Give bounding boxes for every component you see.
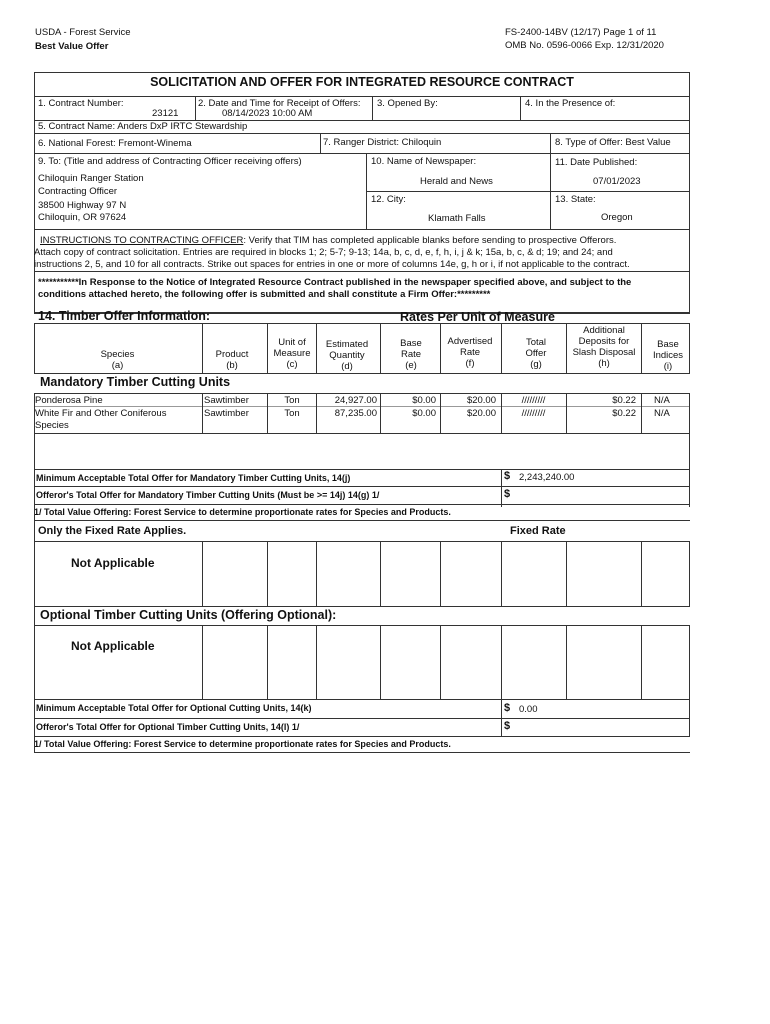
instructions-line-2: Attach copy of contract solicitation. Entries are required in blocks 1; 2; 5-7; 9-13; 14a, b, c, d, e, f, h, i, j & k; 15a, b, c, & d; 19; and 24; and bbox=[34, 247, 613, 258]
receipt-date-label: 2. Date and Time for Receipt of Offers: bbox=[198, 98, 361, 109]
col-unit: Unit of Measure (c) bbox=[273, 337, 311, 370]
row2-quantity: 87,235.00 bbox=[334, 408, 377, 419]
col-base-indices: Base Indices (i) bbox=[652, 339, 684, 372]
row1-slash-deposit: $0.22 bbox=[612, 395, 636, 406]
row1-indices: N/A bbox=[654, 395, 670, 406]
national-forest: 6. National Forest: Fremont-Winema bbox=[38, 138, 192, 149]
ranger-district: 7. Ranger District: Chiloquin bbox=[323, 137, 442, 148]
offer-type: Best Value Offer bbox=[35, 41, 109, 52]
response-line-1: ***********In Response to the Notice of Integrated Resource Contract published in the newspaper specified above, and subject to the bbox=[38, 277, 632, 288]
contract-name: 5. Contract Name: Anders DxP IRTC Stewardship bbox=[38, 121, 248, 132]
address-line-4: Chiloquin, OR 97624 bbox=[38, 212, 127, 223]
col-product: Product (b) bbox=[215, 349, 249, 371]
row1-product: Sawtimber bbox=[204, 395, 249, 406]
address-line-2: Contracting Officer bbox=[38, 186, 118, 197]
contracting-officer-label: 9. To: (Title and address of Contracting Officer receiving offers) bbox=[38, 156, 302, 167]
offeror-mandatory-dollar: $ bbox=[504, 488, 511, 500]
fixed-rate-label: Fixed Rate bbox=[510, 525, 566, 537]
col-slash-deposits: Additional Deposits for Slash Disposal (h) bbox=[572, 325, 636, 369]
note-2: 1/ Total Value Offering: Forest Service to determine proportionate rates for Species and Products. bbox=[34, 739, 451, 749]
row1-unit: Ton bbox=[284, 395, 300, 406]
newspaper-label: 10. Name of Newspaper: bbox=[371, 156, 477, 167]
col-base-rate: Base Rate (e) bbox=[400, 338, 422, 371]
row2-species-cont: Species bbox=[35, 420, 69, 431]
omb-number: OMB No. 0596-0066 Exp. 12/31/2020 bbox=[505, 40, 664, 51]
row2-product: Sawtimber bbox=[204, 408, 249, 419]
mandatory-title: Mandatory Timber Cutting Units bbox=[40, 375, 231, 389]
instructions-line-3: instructions 2, 5, and 10 for all contracts. Strike out spaces for entries in one or more of columns 14e, g, h or i, if not applicable to the contract. bbox=[34, 259, 630, 270]
row1-base-rate: $0.00 bbox=[412, 395, 436, 406]
instructions-lead: INSTRUCTIONS TO CONTRACTING OFFICER bbox=[40, 235, 244, 246]
row1-advertised-rate: $20.00 bbox=[466, 395, 496, 406]
presence-of-label: 4. In the Presence of: bbox=[525, 98, 616, 109]
min-mandatory-dollar: $ bbox=[504, 470, 511, 482]
fixed-not-applicable: Not Applicable bbox=[71, 556, 155, 570]
col-quantity: Estimated Quantity (d) bbox=[325, 339, 369, 372]
row2-species: White Fir and Other Coniferous bbox=[35, 408, 167, 419]
note-1: 1/ Total Value Offering: Forest Service to determine proportionate rates for Species and Products. bbox=[34, 507, 451, 517]
min-mandatory-value: 2,243,240.00 bbox=[519, 472, 575, 483]
rates-title: Rates Per Unit of Measure bbox=[400, 310, 555, 324]
date-published-label: 11. Date Published: bbox=[555, 157, 638, 168]
form-number: FS-2400-14BV (12/17) Page 1 of 11 bbox=[505, 27, 657, 38]
state-value: Oregon bbox=[601, 212, 633, 223]
contract-number-label: 1. Contract Number: bbox=[38, 98, 124, 109]
offeror-optional-input[interactable] bbox=[515, 720, 685, 736]
offeror-mandatory-input[interactable] bbox=[515, 488, 685, 504]
city-label: 12. City: bbox=[371, 194, 406, 205]
city-value: Klamath Falls bbox=[428, 213, 486, 224]
row2-unit: Ton bbox=[284, 408, 300, 419]
optional-title: Optional Timber Cutting Units (Offering Optional): bbox=[40, 608, 337, 622]
row2-advertised-rate: $20.00 bbox=[466, 408, 496, 419]
offeror-mandatory-label: Offeror's Total Offer for Mandatory Timber Cutting Units (Must be >= 14j) 14(g) 1/ bbox=[36, 490, 380, 500]
col-species: Species (a) bbox=[100, 349, 135, 371]
min-optional-dollar: $ bbox=[504, 702, 511, 714]
offeror-optional-dollar: $ bbox=[504, 720, 511, 732]
row2-base-rate: $0.00 bbox=[412, 408, 436, 419]
col-advertised-rate: Advertised Rate (f) bbox=[447, 336, 493, 369]
address-line-3: 38500 Highway 97 N bbox=[38, 200, 127, 211]
agency-name: USDA - Forest Service bbox=[35, 27, 131, 38]
row2-slash-deposit: $0.22 bbox=[612, 408, 636, 419]
newspaper-value: Herald and News bbox=[420, 176, 493, 187]
offeror-optional-label: Offeror's Total Offer for Optional Timber Cutting Units, 14(l) 1/ bbox=[36, 722, 300, 732]
min-mandatory-label: Minimum Acceptable Total Offer for Mandatory Timber Cutting Units, 14(j) bbox=[36, 473, 351, 483]
min-optional-label: Minimum Acceptable Total Offer for Optional Cutting Units, 14(k) bbox=[36, 703, 312, 713]
min-optional-value: 0.00 bbox=[519, 704, 538, 715]
opened-by-label: 3. Opened By: bbox=[377, 98, 438, 109]
address-line-1: Chiloquin Ranger Station bbox=[38, 173, 144, 184]
row1-quantity: 24,927.00 bbox=[334, 395, 377, 406]
row1-species: Ponderosa Pine bbox=[35, 395, 103, 406]
date-published-value: 07/01/2023 bbox=[593, 176, 641, 187]
instructions-line-1 bbox=[40, 235, 616, 246]
receipt-date-value[interactable]: 08/14/2023 10:00 AM bbox=[222, 108, 313, 119]
offer-type-field: 8. Type of Offer: Best Value bbox=[555, 137, 671, 148]
row1-total-offer[interactable]: ///////// bbox=[521, 395, 546, 406]
optional-not-applicable: Not Applicable bbox=[71, 639, 155, 653]
row2-total-offer[interactable]: ///////// bbox=[521, 408, 546, 419]
form-title: SOLICITATION AND OFFER FOR INTEGRATED RESOURCE CONTRACT bbox=[150, 75, 574, 89]
fixed-rate-title: Only the Fixed Rate Applies. bbox=[38, 525, 187, 537]
state-label: 13. State: bbox=[555, 194, 596, 205]
instructions-text: : Verify that TIM has completed applicable blanks before sending to prospective Offerors. bbox=[243, 235, 617, 246]
col-total-offer: Total Offer (g) bbox=[525, 337, 547, 370]
response-line-2: conditions attached hereto, the following offer is submitted and shall constitute a Firm Offer:********* bbox=[38, 289, 491, 300]
contract-number-value[interactable]: 23121 bbox=[152, 108, 179, 119]
timber-section-title: 14. Timber Offer Information: bbox=[38, 309, 211, 323]
row2-indices: N/A bbox=[654, 408, 670, 419]
